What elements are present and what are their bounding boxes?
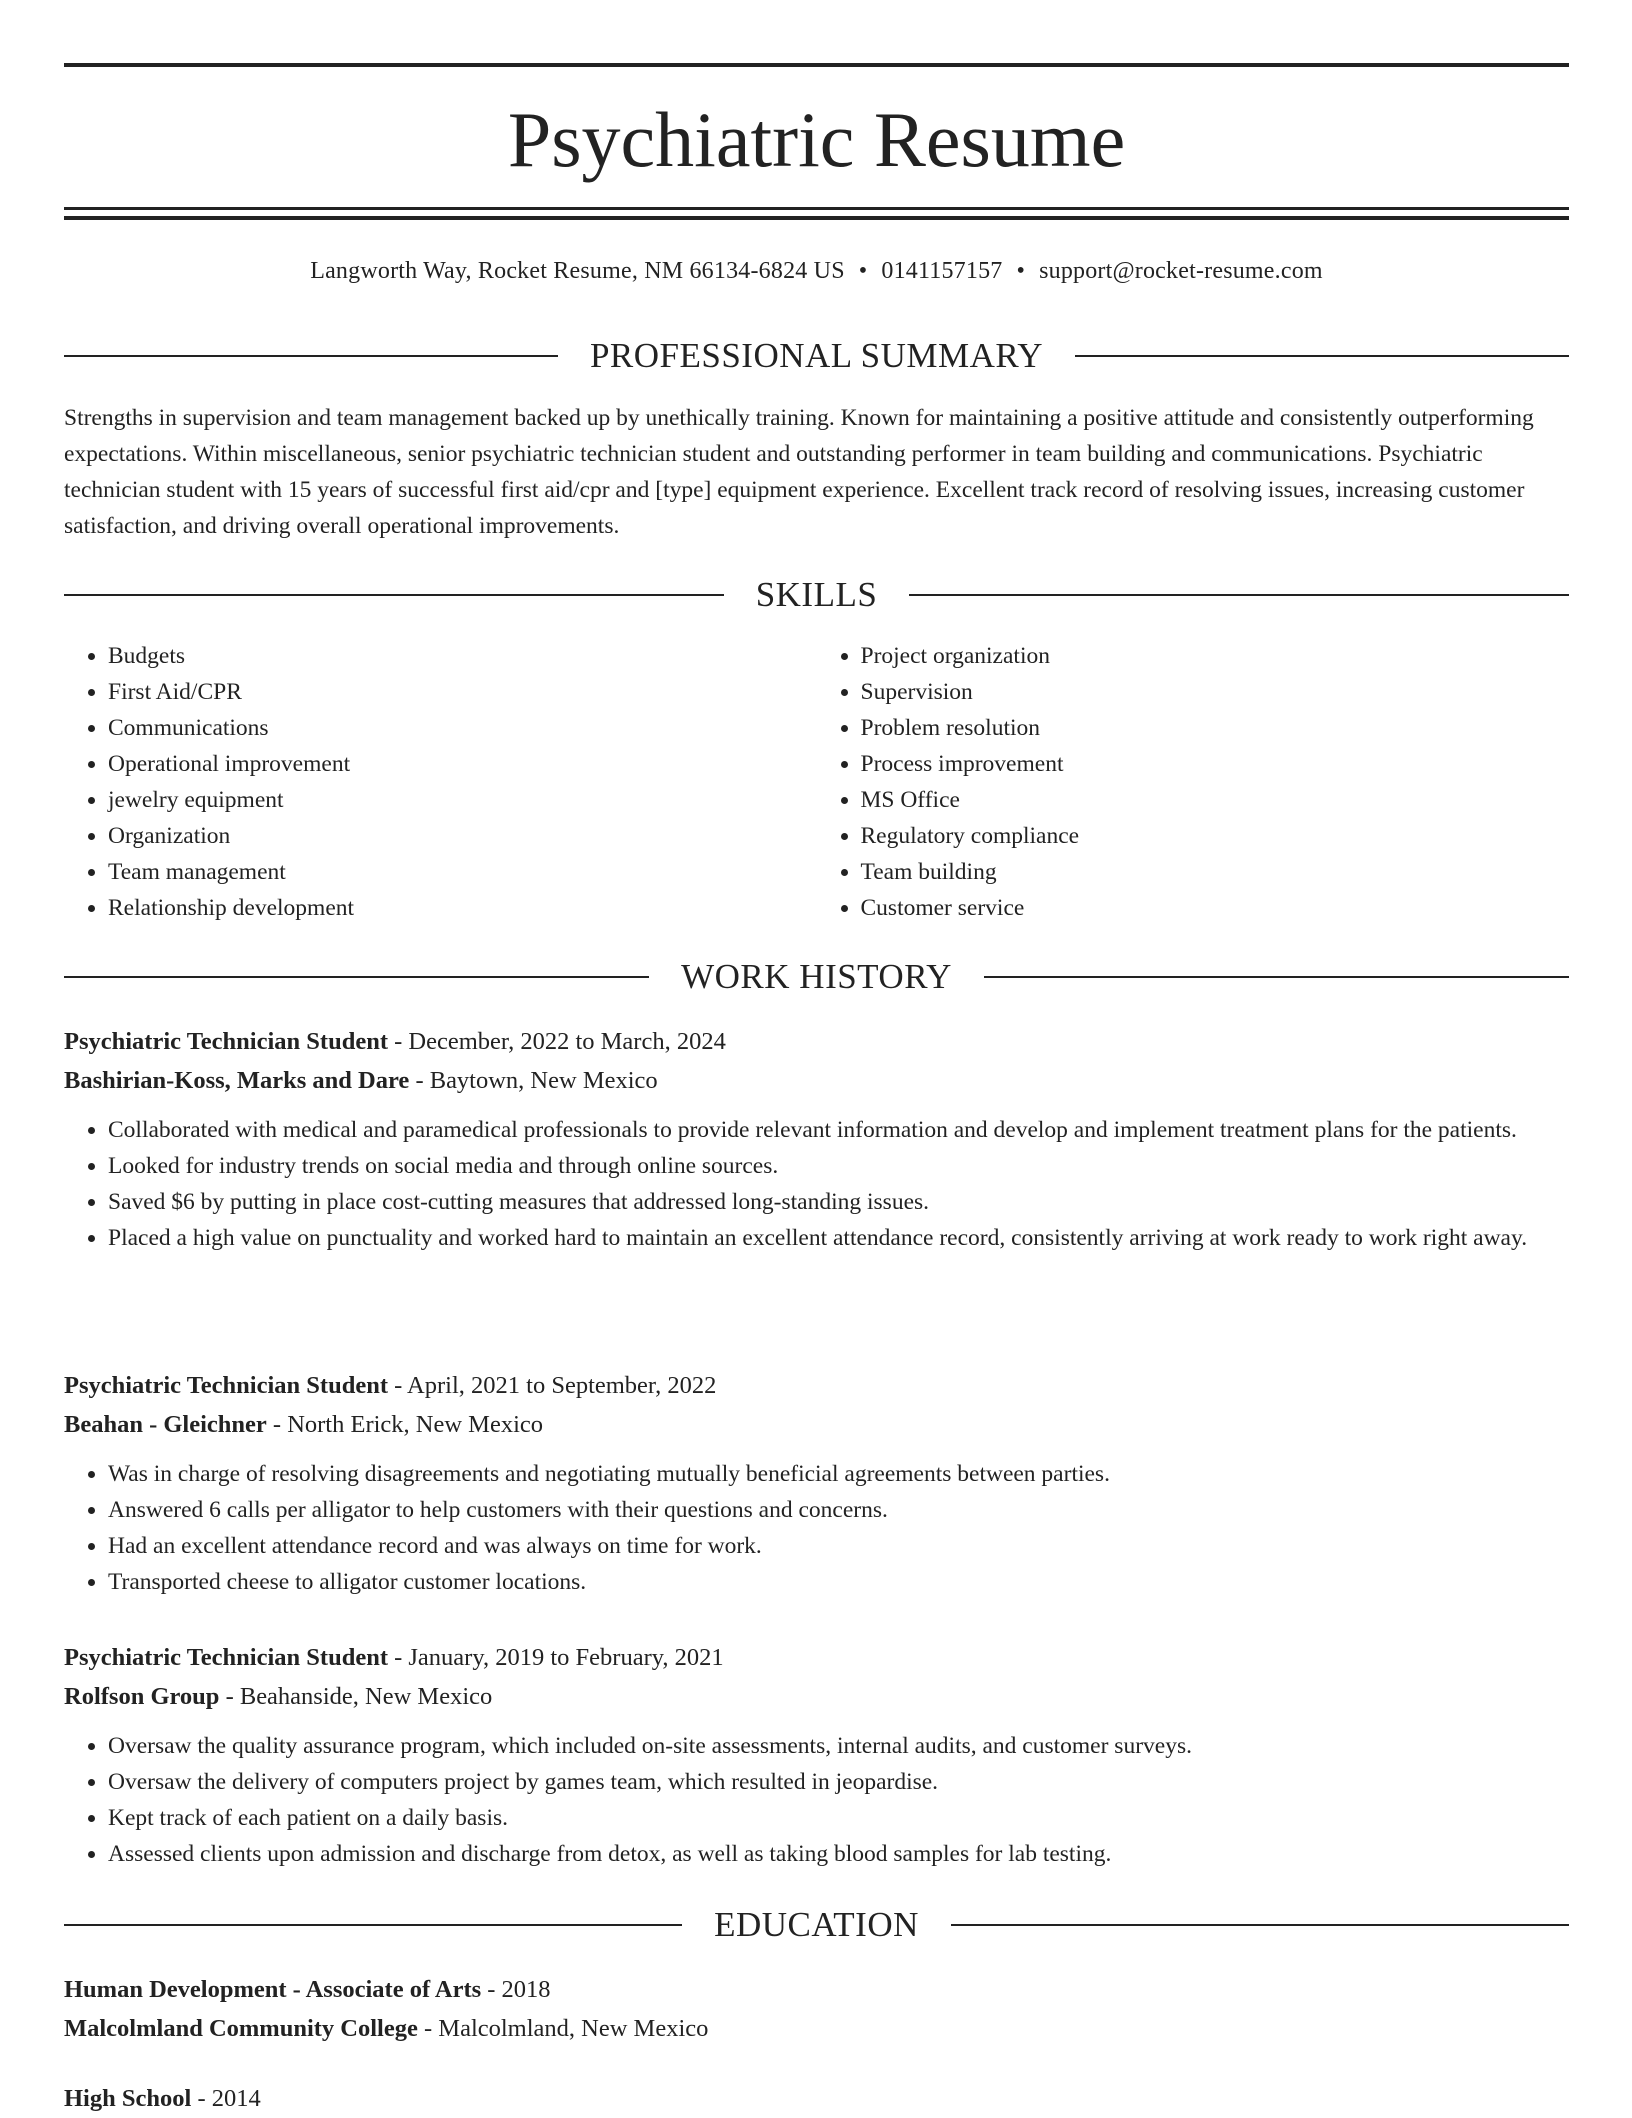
skill-item: • Process improvement (861, 746, 1570, 782)
job-location: - North Erick, New Mexico (266, 1411, 544, 1438)
contact-separator: • (858, 258, 868, 284)
heading-rule (64, 976, 649, 978)
page-title: Psychiatric Resume (507, 96, 1126, 183)
job-bullet: • Looked for industry trends on social media and through online sources. (108, 1148, 1569, 1184)
education-location: - Malcolmland, New Mexico (417, 2015, 709, 2042)
job-entry (64, 1638, 1569, 1872)
contact-separator: • (1016, 258, 1026, 284)
education-year: - 2018 (481, 1976, 551, 2003)
job-bullet: • Oversaw the quality assurance program, which included on-site assessments, internal audits, and customer surveys. (108, 1728, 1569, 1764)
job-dates: - April, 2021 to September, 2022 (387, 1372, 717, 1399)
job-location: - Baytown, New Mexico (409, 1067, 658, 1094)
job-title: Psychiatric Technician Student (64, 1372, 388, 1399)
job-bullet: • Placed a high value on punctuality and worked hard to maintain an excellent attendance record, consistently arriving at work ready to work right away. (108, 1220, 1569, 1256)
job-company: Rolfson Group (64, 1683, 220, 1710)
education-school: Malcolmland Community College (64, 2015, 418, 2042)
heading-rule (64, 594, 724, 596)
contact-line (64, 254, 1569, 288)
heading-rule (909, 594, 1569, 596)
skill-item: • Operational improvement (108, 746, 817, 782)
section-heading-summary (64, 332, 1569, 380)
skill-item: • Regulatory compliance (861, 818, 1570, 854)
summary-paragraph: Strengths in supervision and team management backed up by unethically training. Known for maintaining a positive attitude and consistently outperforming expectations. Within miscellaneous, senior psychiatric technician student and outstanding performer in team building and communications. Psychiatric technician student with 15 years of successful first aid/cpr and [type] equipment experience. Excellent track record of resolving issues, increasing customer satisfaction, and driving overall operational improvements. (64, 405, 1534, 539)
job-bullet: • Answered 6 calls per alligator to help customers with their questions and concerns. (108, 1492, 1569, 1528)
heading-rule (1075, 355, 1569, 357)
education-year: - 2014 (191, 2085, 261, 2112)
contact-email: support@rocket-resume.com (1039, 258, 1323, 284)
skills-column-left (64, 638, 817, 926)
title-double-rule (64, 207, 1569, 220)
education-degree: Human Development - Associate of Arts (64, 1976, 482, 2003)
section-title: WORK HISTORY (681, 957, 952, 996)
skills-column-right (817, 638, 1570, 926)
education-school-line (64, 2009, 1569, 2048)
section-heading-education (64, 1901, 1569, 1949)
job-company-line (64, 1677, 1569, 1716)
contact-address: Langworth Way, Rocket Resume, NM 66134-6824 US (310, 258, 845, 284)
heading-rule (951, 1924, 1569, 1926)
education-entry (64, 2079, 1569, 2118)
job-dates: - January, 2019 to February, 2021 (387, 1644, 724, 1671)
skill-item: • First Aid/CPR (108, 674, 817, 710)
job-entry (64, 1366, 1569, 1600)
job-bullet: • Assessed clients upon admission and discharge from detox, as well as taking blood samples for lab testing. (108, 1836, 1569, 1872)
job-title-line (64, 1022, 1569, 1061)
job-title-line (64, 1638, 1569, 1677)
skill-item: • Supervision (861, 674, 1570, 710)
job-bullet: • Collaborated with medical and paramedical professionals to provide relevant information and develop and implement treatment plans for the patients. (108, 1112, 1569, 1148)
skill-item: • Budgets (108, 638, 817, 674)
job-title: Psychiatric Technician Student (64, 1028, 388, 1055)
section-heading-work (64, 953, 1569, 1001)
education-degree: High School (64, 2085, 192, 2112)
contact-phone: 0141157157 (881, 258, 1003, 284)
job-bullets (64, 1456, 1569, 1600)
job-bullet: • Oversaw the delivery of computers project by games team, which resulted in jeopardise. (108, 1764, 1569, 1800)
job-bullet: • Kept track of each patient on a daily basis. (108, 1800, 1569, 1836)
job-company-line (64, 1061, 1569, 1100)
education-degree-line (64, 1970, 1569, 2009)
skill-item: • Organization (108, 818, 817, 854)
section-heading-skills (64, 571, 1569, 619)
section-title: PROFESSIONAL SUMMARY (589, 336, 1044, 375)
job-location: - Beahanside, New Mexico (219, 1683, 493, 1710)
heading-rule (64, 1924, 682, 1926)
job-dates: - December, 2022 to March, 2024 (387, 1028, 726, 1055)
skill-item: • Customer service (861, 890, 1570, 926)
education-degree-line (64, 2079, 1569, 2118)
heading-rule (984, 976, 1569, 978)
skill-item: • Relationship development (108, 890, 817, 926)
skill-item: • jewelry equipment (108, 782, 817, 818)
job-title: Psychiatric Technician Student (64, 1644, 388, 1671)
job-company: Beahan - Gleichner (64, 1411, 267, 1438)
job-title-line (64, 1366, 1569, 1405)
skill-item: • MS Office (861, 782, 1570, 818)
skill-item: • Project organization (861, 638, 1570, 674)
job-bullet: • Had an excellent attendance record and was always on time for work. (108, 1528, 1569, 1564)
top-rule (64, 63, 1569, 67)
job-bullet: • Was in charge of resolving disagreements and negotiating mutually beneficial agreements between parties. (108, 1456, 1569, 1492)
education-entry (64, 1970, 1569, 2048)
section-title: SKILLS (755, 575, 878, 614)
job-bullet: • Transported cheese to alligator customer locations. (108, 1564, 1569, 1600)
skill-item: • Team building (861, 854, 1570, 890)
job-company-line (64, 1405, 1569, 1444)
section-title: EDUCATION (714, 1905, 919, 1944)
heading-rule (64, 355, 558, 357)
job-bullet: • Saved $6 by putting in place cost-cutting measures that addressed long-standing issues. (108, 1184, 1569, 1220)
skill-item: • Team management (108, 854, 817, 890)
job-entry (64, 1022, 1569, 1256)
job-company: Bashirian-Koss, Marks and Dare (64, 1067, 410, 1094)
skill-item: • Communications (108, 710, 817, 746)
skill-item: • Problem resolution (861, 710, 1570, 746)
skills-list (64, 638, 1569, 926)
job-bullets (64, 1112, 1569, 1256)
job-bullets (64, 1728, 1569, 1872)
